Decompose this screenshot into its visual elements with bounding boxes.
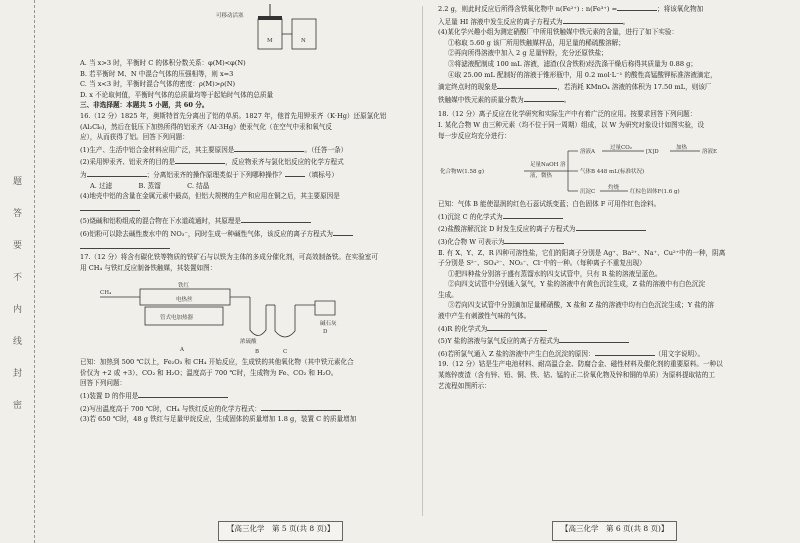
flow-figure bbox=[438, 143, 783, 197]
ch4-label: CH₄ bbox=[100, 290, 112, 297]
q17-line: 回答下列问题： bbox=[80, 379, 127, 388]
column-divider bbox=[422, 6, 423, 516]
answer-blank[interactable] bbox=[504, 235, 564, 244]
q16-line: (4)地壳中铝的含量在金属元素中最高，但铝大规模的生产和应用在铜之后，其主要原因是 bbox=[80, 192, 340, 201]
answer-blank[interactable] bbox=[138, 389, 228, 398]
flow-condition: 足量NaOH 溶液，微热 bbox=[530, 162, 566, 179]
q17-step: ③将滤液配制成 100 mL 溶液，滤渣(仅含铁粉)经洗涤干燥后称得其质量为 0.88 g； bbox=[448, 59, 697, 68]
q18-line: (3)化合物 W 可表示为 bbox=[438, 237, 505, 246]
answer-blank[interactable] bbox=[333, 227, 353, 236]
label-b: B bbox=[255, 349, 260, 356]
q18-line: 每一步反应均充分进行： bbox=[438, 131, 511, 140]
burn-label: 灼烧 bbox=[608, 185, 620, 192]
apparatus-figure bbox=[80, 275, 410, 355]
q15-option: C. 当 x<3 时，平衡时混合气体的密度：ρ(M)>ρ(N) bbox=[80, 80, 236, 89]
q15-option: A. 当 x>3 时，平衡时 C 的体积分数关系：φ(M)<φ(N) bbox=[80, 59, 246, 67]
answer-blank[interactable] bbox=[559, 334, 629, 343]
q17-step: ④取 25.00 mL 配制好的溶液于锥形瓶中，用 0.2 mol·L⁻¹ 的酸性高锰酸钾标准溶液滴定， bbox=[448, 70, 717, 79]
q17-line: (2)写出温度高于 700 ℃时，CH₄ 与铁红反应的化学方程式： bbox=[80, 404, 261, 413]
q18-line: (5)Y 盐的溶液与氯气反应的离子方程式为 bbox=[438, 337, 560, 346]
page-footer-right: 【高三化学 第 6 页(共 8 页)】 bbox=[552, 521, 677, 541]
answer-blank[interactable] bbox=[497, 80, 557, 89]
answer-blank[interactable] bbox=[595, 347, 655, 356]
q19-line: 某炼锌废渣（含有锌、铅、铜、铁、钴、锰的正二价氧化物及锌和铜的单质）为原料提取钴的工 bbox=[438, 371, 715, 380]
answer-blank[interactable] bbox=[487, 322, 547, 331]
q17-cont-tail: ；将该氧化物加 bbox=[657, 5, 704, 13]
q16-tail: 。（任答一条） bbox=[304, 145, 348, 154]
q18-line: Ⅰ. 某化合物 W 由三种元素（均不位于同一周期）组成，以 W 为研究对象设计如图实验，设 bbox=[438, 120, 705, 129]
solution-e: 溶液E bbox=[702, 149, 718, 156]
gas-b: 气体B 448 mL(标准状况) bbox=[580, 169, 645, 176]
binding-char: 线 bbox=[11, 336, 21, 347]
q16-line: (1)生产、生活中铝合金材料应用广泛，其主要原因是 bbox=[80, 145, 235, 154]
compound-w: 化合物W(1.58 g) bbox=[440, 169, 484, 176]
q16-line: 16.（12 分）1825 年，奥斯特首先分离出了铝的单质。1827 年，他首先用钾汞齐（K·Hg）还原氯化铝 bbox=[80, 111, 387, 120]
iron-red-label: 铁红 bbox=[178, 283, 190, 290]
q18-step: 生成。 bbox=[438, 290, 458, 299]
answer-blank[interactable] bbox=[576, 222, 646, 231]
vessel-n-label: N bbox=[301, 38, 306, 44]
q17-cont-tail: ，若消耗 KMnO₄ 溶液的体积为 17.50 mL，则该厂 bbox=[557, 83, 712, 92]
answer-blank[interactable] bbox=[261, 402, 341, 411]
q17-line: (3)若 650 ℃时，48 g 铁红与足量甲烷反应，生成固体的质量增加 1.8 g，装置 C 的质量增加 bbox=[80, 415, 357, 424]
binding-char: 答 bbox=[11, 208, 21, 219]
q17-line: 用 CH₄ 与铁红反应制备铁触媒，其装置如图： bbox=[80, 263, 217, 272]
acid-label: 浓硫酸 bbox=[240, 339, 257, 346]
binding-char: 不 bbox=[11, 272, 21, 283]
q16-line: (6)铝粉可以除去碱性废水中的 NO₃⁻，同时生成一种碱性气体，该反应的离子方程式为 bbox=[80, 229, 333, 238]
excess-co2: 过量CO₂ bbox=[610, 145, 632, 152]
answer-blank[interactable] bbox=[524, 93, 564, 102]
q18-tail: （用文字说明）。 bbox=[654, 349, 705, 358]
answer-blank[interactable] bbox=[503, 210, 563, 219]
precipitate-d: [X]D bbox=[646, 149, 659, 156]
q16-line: 应），从而获得了铝。回答下列问题： bbox=[80, 133, 189, 142]
answer-blank[interactable] bbox=[241, 214, 311, 223]
q18-step: 液中产生有刺激性气味的气体。 bbox=[438, 312, 531, 321]
binding-char: 要 bbox=[11, 240, 21, 251]
q15-option: D. x 不论取何值，平衡时气体的总质量均等于起始时气体的总质量 bbox=[80, 90, 274, 99]
piston-label: 可移动活塞 bbox=[216, 13, 244, 19]
q18-step: ①把四种盐分别溶于盛有蒸馏水的四支试管中，只有 R 盐的溶液呈蓝色。 bbox=[448, 269, 662, 278]
answer-blank[interactable] bbox=[175, 155, 225, 164]
q16-line: (2)采用钾汞齐、铝汞齐的目的是 bbox=[80, 158, 176, 167]
q16-tail: （填标号） bbox=[305, 170, 339, 179]
q17-cont: 铁触媒中铁元素的质量分数为 bbox=[438, 95, 524, 104]
q15-option: B. 若平衡时 M、N 中混合气体的压强相等，则 x=3 bbox=[80, 69, 234, 78]
q17-line: 价仅为 +2 或 +3）、CO₂ 和 H₂O；温度高于 700 ℃时，生成物为 Fe、CO₂ 和 H₂O。 bbox=[80, 368, 338, 377]
q18-line: (6)若所氯气通入 Z 盐的溶液中产生白色沉淀的原因： bbox=[438, 349, 595, 358]
q17-line: 已知：加热到 500 ℃以上，Fe₂O₃ 和 CH₄ 开始反应，生成铁的其他氧化物（其中铁元素化合 bbox=[80, 358, 354, 367]
answer-blank[interactable] bbox=[87, 168, 147, 177]
q19-line: 艺流程如图所示： bbox=[438, 381, 491, 390]
solution-a: 溶液A bbox=[580, 149, 595, 156]
precipitate-c: 沉淀C bbox=[580, 189, 596, 196]
q18-line: 18.（12 分）离子反应在化学研究和实际生产中有着广泛的应用。按要求回答下列问题： bbox=[438, 110, 697, 119]
q18-line: 已知：气体 B 能使湿润的红色石蕊试纸变蓝；白色固体 F 可用作红色涂料。 bbox=[438, 200, 661, 209]
q16-line: 为 bbox=[80, 170, 87, 179]
answer-blank[interactable] bbox=[234, 143, 304, 152]
q16-tail: ，反应物汞齐与氯化铝反应的化学方程式 bbox=[225, 158, 344, 167]
answer-blank[interactable] bbox=[80, 202, 140, 211]
piston-figure bbox=[80, 2, 410, 56]
q18-line: Ⅱ. 有 X、Y、Z、R 四种可溶性盐，它们的阳离子分别是 Ag⁺、Ba²⁺、Na⁺、Cu²⁺中的一种，阴离 bbox=[438, 248, 726, 257]
answer-blank[interactable] bbox=[285, 168, 305, 177]
q16-options: A. 过滤 B. 蒸馏 C. 结晶 bbox=[90, 181, 210, 190]
q18-line: (2)盐酸溶解沉淀 D 时发生反应的离子方程式为 bbox=[438, 225, 576, 234]
answer-blank[interactable] bbox=[80, 240, 170, 249]
red-solid-f: 红棕色固体F(1.6 g) bbox=[630, 189, 680, 196]
q17-line: 17.（12 分）将含有碳化铁等物质的铁矿石与以铁为主体的多成分催化剂，可高效制备铁。在实验室可 bbox=[80, 253, 378, 262]
left-page bbox=[80, 0, 410, 520]
label-c: C bbox=[283, 349, 288, 356]
q17-line: (1)装置 D 的作用是 bbox=[80, 392, 139, 401]
binding-char: 封 bbox=[11, 368, 21, 379]
q17-cont-tail: 。 bbox=[622, 17, 630, 26]
binding-char: 内 bbox=[11, 304, 21, 315]
binding-strip bbox=[0, 0, 35, 543]
q17-cont: (4)某化学兴趣小组为测定硝酸厂中所用铁触媒中铁元素的含量，进行了如下实验： bbox=[438, 28, 679, 37]
q16-tail: ；分离铝汞齐的操作原理类似于下列哪种操作？ bbox=[146, 170, 286, 179]
q18-line: (1)沉淀 C 的化学式为 bbox=[438, 212, 503, 221]
right-page bbox=[438, 0, 783, 520]
q18-step: ③若向四支试管中分别滴加足量稀硝酸，X 盐和 Z 盐的溶液中均有白色沉淀生成；Y 盐的溶 bbox=[448, 301, 714, 310]
q19-line: 19.（12 分）钴是生产电池材料、耐高温合金、防腐合金、磁性材料及催化剂的重要原料。一种以 bbox=[438, 360, 723, 369]
q17-cont: 2.2 g，则此时反应后所得含铁氧化物中 n(Fe²⁺) : n(Fe³⁺) = bbox=[438, 5, 618, 13]
binding-char: 密 bbox=[11, 400, 21, 411]
q17-cont: 滴定终点时的现象是 bbox=[438, 83, 498, 92]
label-d: D bbox=[323, 329, 328, 336]
q17-step: ②再向所得溶液中加入 2 g 足量锌粉，充分还原铁盐； bbox=[448, 49, 608, 58]
heat-label: 加热 bbox=[676, 145, 688, 152]
q16-line: (Al₂Cl₆)，然后在低压下加热所得的铝汞齐（Al·3Hg）使汞气化（在空气中汞和氧气反 bbox=[80, 122, 332, 131]
vessel-m-label: M bbox=[267, 38, 273, 44]
label-a: A bbox=[180, 347, 184, 354]
page-footer-left: 【高三化学 第 5 页(共 8 页)】 bbox=[218, 521, 343, 541]
q18-step: ②向四支试管中分别通入氯气，Y 盐的溶液中有黄色沉淀生成，Z 盐的溶液中有白色沉淀 bbox=[448, 280, 706, 289]
alkali-label: 碱石灰 bbox=[320, 321, 337, 328]
q16-line: (5)烧碱和铝粉组成的混合物在下水道疏通时，其原理是 bbox=[80, 217, 241, 226]
q18-line: 子分别是 S²⁻、SO₄²⁻、NO₃⁻、Cl⁻中的一种。（每种离子不重复出现） bbox=[438, 259, 646, 268]
q17-cont: 入足量 HI 溶液中发生反应的离子方程式为 bbox=[438, 17, 563, 26]
answer-blank[interactable] bbox=[563, 15, 623, 24]
heater-wire-label: 电热丝 bbox=[176, 297, 193, 304]
binding-char: 题 bbox=[11, 176, 21, 187]
section-heading: 三、非选择题：本题共 5 小题，共 60 分。 bbox=[80, 101, 209, 110]
q17-step: ①称取 5.60 g 该厂所用铁触媒样品，用足量的稀硫酸溶解； bbox=[448, 38, 625, 47]
q18-line: (4)R 的化学式为 bbox=[438, 324, 488, 333]
furnace-label: 管式电加热器 bbox=[160, 315, 194, 322]
q17-cont-tail: 。 bbox=[563, 95, 571, 104]
piston-diagram bbox=[80, 2, 410, 56]
answer-blank[interactable] bbox=[617, 2, 657, 11]
